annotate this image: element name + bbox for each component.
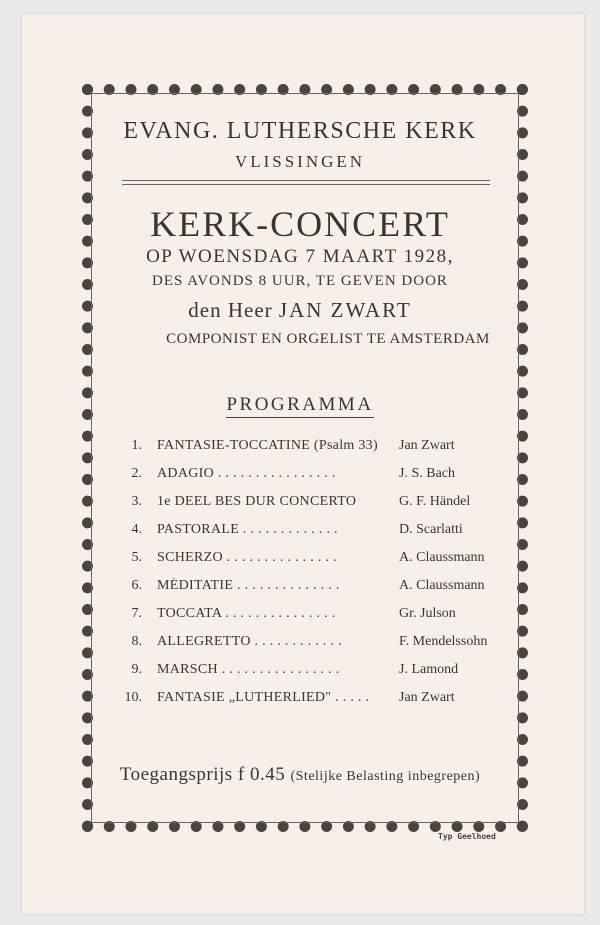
decorative-border <box>82 84 528 832</box>
program-item <box>120 606 490 626</box>
item-piece: ALLEGRETTO . . . . . . . . . . . . <box>157 634 342 649</box>
item-piece: MARSCH . . . . . . . . . . . . . . . . <box>157 662 340 677</box>
program-item <box>120 690 490 710</box>
item-piece: FANTASIE „LUTHERLIED" . . . . . <box>157 690 370 705</box>
concert-title: KERK-CONCERT <box>150 204 450 244</box>
admission-price-line <box>0 764 600 786</box>
program-item <box>120 550 490 570</box>
item-composer: D. Scarlatti <box>399 522 463 537</box>
item-number: 5. <box>131 550 142 565</box>
item-number: 6. <box>131 578 142 593</box>
concert-date: OP WOENSDAG 7 MAART 1928, <box>146 246 454 267</box>
program-item <box>120 662 490 682</box>
printer-mark: Typ Geelhoed <box>438 832 496 841</box>
item-piece: ADAGIO . . . . . . . . . . . . . . . . <box>157 466 336 481</box>
item-composer: J. Lamond <box>399 662 459 677</box>
performer-prefix: den Heer <box>188 298 273 322</box>
admission-price: Toegangsprijs f 0.45 <box>119 764 286 785</box>
concert-time: DES AVONDS 8 UUR, TE GEVEN DOOR <box>152 273 448 289</box>
performer-line <box>0 298 600 323</box>
item-piece: 1e DEEL BES DUR CONCERTO <box>157 494 357 509</box>
item-composer: Jan Zwart <box>399 438 455 453</box>
item-number: 1. <box>131 438 142 453</box>
performer-name: JAN ZWART <box>278 298 412 322</box>
item-composer: Gr. Julson <box>399 606 456 621</box>
price-note: (Stelijke Belasting inbegrepen) <box>290 769 481 784</box>
program-item <box>120 634 490 654</box>
item-composer: Jan Zwart <box>399 690 455 705</box>
item-composer: J. S. Bach <box>399 466 455 481</box>
item-composer: F. Mendelssohn <box>399 634 488 649</box>
program-item <box>120 578 490 598</box>
item-piece: FANTASIE-TOCCATINE (Psalm 33) <box>157 438 378 453</box>
divider-line-top <box>122 180 490 181</box>
program-item <box>120 522 490 542</box>
performer-role: COMPONIST EN ORGELIST TE AMSTERDAM <box>166 331 490 347</box>
program-item <box>120 466 490 486</box>
item-composer: A. Claussmann <box>399 578 485 593</box>
item-number: 7. <box>131 606 142 621</box>
program-heading-text: PROGRAMMA <box>226 394 373 418</box>
item-number: 2. <box>131 466 142 481</box>
item-piece: MÉDITATIE . . . . . . . . . . . . . . <box>157 578 340 593</box>
city-name: VLISSINGEN <box>234 152 366 171</box>
item-number: 10. <box>124 690 142 705</box>
program-item <box>120 494 490 514</box>
item-composer: G. F. Händel <box>399 494 471 509</box>
item-composer: A. Claussmann <box>399 550 485 565</box>
item-number: 4. <box>131 522 142 537</box>
item-number: 3. <box>131 494 142 509</box>
item-piece: PASTORALE . . . . . . . . . . . . . <box>157 522 338 537</box>
item-piece: TOCCATA . . . . . . . . . . . . . . . <box>157 606 336 621</box>
program-heading <box>0 394 600 416</box>
item-piece: SCHERZO . . . . . . . . . . . . . . . <box>157 550 337 565</box>
church-name: EVANG. LUTHERSCHE KERK <box>123 118 477 144</box>
item-number: 8. <box>131 634 142 649</box>
item-number: 9. <box>131 662 142 677</box>
program-item <box>120 438 490 458</box>
divider-line-bottom <box>122 184 490 185</box>
